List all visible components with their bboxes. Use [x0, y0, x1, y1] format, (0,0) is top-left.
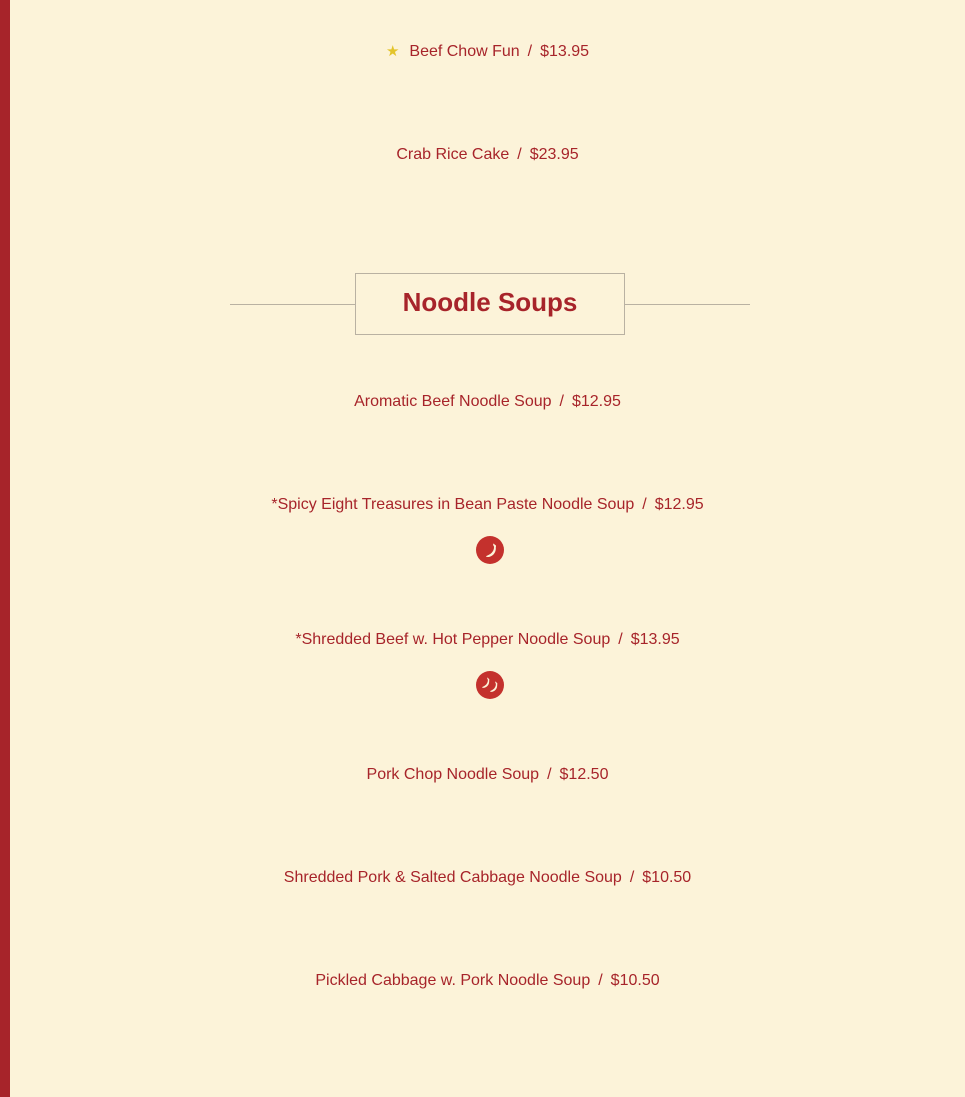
- menu-item-name: Pork Chop Noodle Soup: [366, 766, 540, 783]
- star-icon: ★: [385, 43, 400, 60]
- menu-item-spicy-eight-treasures: [10, 495, 965, 515]
- menu-item-name: *Shredded Beef w. Hot Pepper Noodle Soup: [295, 631, 611, 648]
- menu-item-price: $10.50: [610, 972, 660, 989]
- price-separator: /: [527, 43, 533, 60]
- price-separator: /: [547, 766, 552, 783]
- price-separator: /: [618, 631, 623, 648]
- left-accent-bar: [0, 0, 10, 1097]
- price-separator: /: [629, 869, 635, 886]
- price-separator: /: [642, 496, 647, 513]
- menu-item-price: $13.95: [540, 43, 590, 60]
- double-chili-pepper-icon: [476, 671, 504, 699]
- section-title: Noodle Soups: [402, 287, 578, 317]
- menu-item-name: Aromatic Beef Noodle Soup: [354, 393, 552, 410]
- chili-pepper-icon: [476, 536, 504, 564]
- menu-item-price: $12.95: [571, 393, 621, 410]
- section-rule-right: [625, 304, 750, 305]
- menu-item-name: Pickled Cabbage w. Pork Noodle Soup: [315, 972, 591, 989]
- menu-item-name: Shredded Pork & Salted Cabbage Noodle Soup: [283, 869, 622, 886]
- menu-item-shredded-pork-salted-cabbage: [10, 868, 965, 888]
- menu-item-crab-rice-cake: [10, 145, 965, 165]
- menu-item-aromatic-beef-noodle-soup: [10, 392, 965, 412]
- menu-item-price: $13.95: [630, 631, 680, 648]
- price-separator: /: [598, 972, 603, 989]
- menu-item-price: $10.50: [642, 869, 692, 886]
- section-rule-left: [230, 304, 355, 305]
- menu-item-beef-chow-fun: [10, 42, 965, 62]
- menu-item-shredded-beef-hot-pepper: [10, 630, 965, 650]
- menu-item-name: Beef Chow Fun: [409, 43, 520, 60]
- menu-item-pickled-cabbage-pork: [10, 971, 965, 991]
- price-separator: /: [559, 393, 564, 410]
- menu-item-name: *Spicy Eight Treasures in Bean Paste Noodle Soup: [271, 496, 635, 513]
- menu-item-name: Crab Rice Cake: [396, 146, 510, 163]
- section-header: [355, 273, 625, 335]
- menu-content: [10, 0, 965, 1097]
- menu-item-price: $12.50: [559, 766, 609, 783]
- menu-item-pork-chop-noodle-soup: [10, 765, 965, 785]
- menu-item-price: $23.95: [529, 146, 579, 163]
- menu-item-price: $12.95: [654, 496, 704, 513]
- price-separator: /: [517, 146, 522, 163]
